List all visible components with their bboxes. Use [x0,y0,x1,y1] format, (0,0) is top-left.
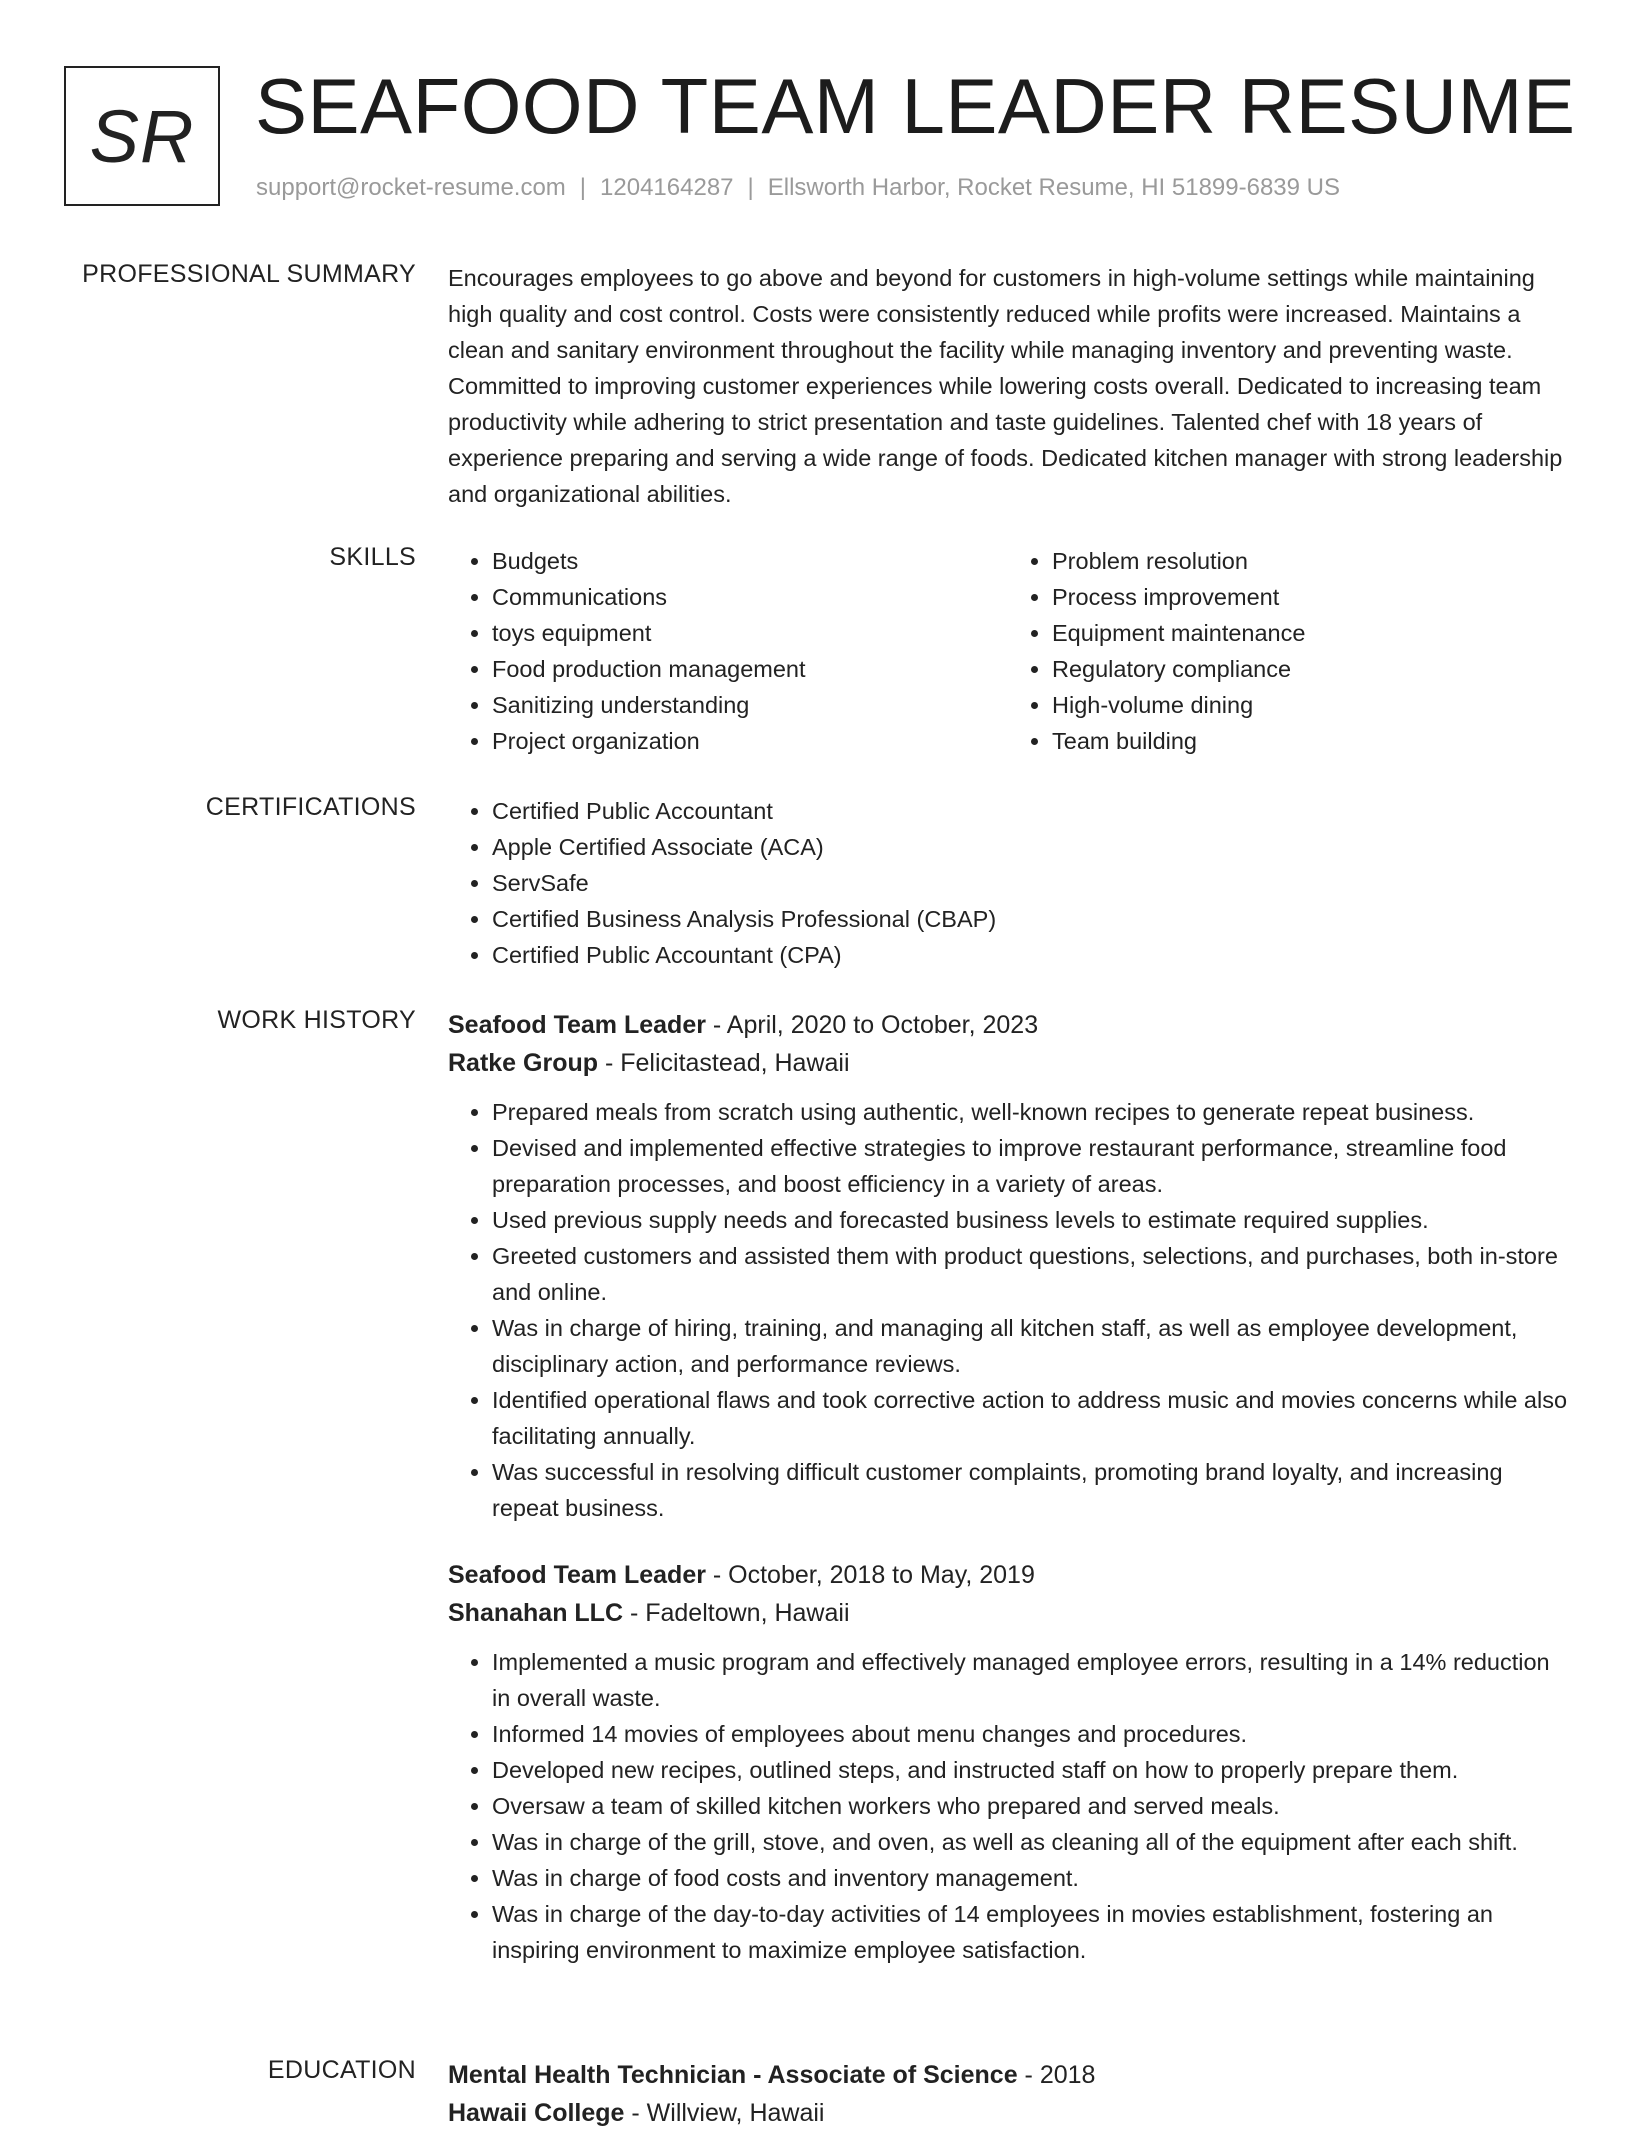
job-location: - Fadeltown, Hawaii [623,1599,850,1627]
job-company: Shanahan LLC [448,1599,624,1627]
job-company-line [448,1044,1568,1082]
contact-line [256,174,1340,202]
job-bullet-list [448,1644,1568,1968]
job-entry [448,1556,1568,1968]
skill-item: • Sanitizing understanding [492,687,1008,723]
job-bullet: • Used previous supply needs and forecasted business levels to estimate required supplies. [492,1202,1568,1238]
education-school-line [448,2094,1568,2132]
job-bullet: • Greeted customers and assisted them with product questions, selections, and purchases, both in-store and online. [492,1238,1568,1310]
skill-item: • Food production management [492,651,1008,687]
summary-text: Encourages employees to go above and beyond for customers in high-volume settings while maintaining high quality and cost control. Costs were consistently reduced while profits were increased. Maintains a clean and sanitary environment throughout the facility while managing inventory and preventing waste. Committed to improving customer experiences while lowering costs overall. Dedicated to increasing team productivity while adhering to strict presentation and taste guidelines. Talented chef with 18 years of experience preparing and serving a wide range of foods. Dedicated kitchen manager with strong leadership and organizational abilities. [448,265,1563,507]
contact-address: Ellsworth Harbor, Rocket Resume, HI 51899-6839 US [767,174,1341,201]
skill-item: • Project organization [492,723,1008,759]
job-bullet: • Implemented a music program and effectively managed employee errors, resulting in a 14% reduction in overall waste. [492,1644,1568,1716]
certification-item: • ServSafe [492,865,1568,901]
certification-item: • Apple Certified Associate (ACA) [492,829,1568,865]
certification-item: • Certified Public Accountant (CPA) [492,937,1568,973]
job-title: Seafood Team Leader [448,1011,706,1039]
work-history-body [448,1006,1568,1968]
job-bullet: • Developed new recipes, outlined steps, and instructed staff on how to properly prepare them. [492,1752,1568,1788]
education-school: Hawaii College [448,2099,625,2127]
job-location: - Felicitastead, Hawaii [598,1049,850,1077]
certifications-list [448,793,1568,973]
contact-phone: 1204164287 [600,174,734,201]
job-entry [448,1006,1568,1526]
monogram-logo: SR [64,66,220,206]
education-location: - Willview, Hawaii [624,2099,825,2127]
skill-item: • High-volume dining [1052,687,1568,723]
job-bullet: • Was in charge of hiring, training, and managing all kitchen staff, as well as employee development, disciplinary action, and performance reviews. [492,1310,1568,1382]
job-bullet: • Identified operational flaws and took corrective action to address music and movies concerns while also facilitating annually. [492,1382,1568,1454]
job-title-line [448,1006,1568,1044]
job-bullet-list [448,1094,1568,1526]
job-title: Seafood Team Leader [448,1561,706,1589]
skills-body [448,543,1568,759]
contact-email: support@rocket-resume.com [256,174,566,201]
skill-item: • Equipment maintenance [1052,615,1568,651]
skill-item: • Regulatory compliance [1052,651,1568,687]
skill-item: • Process improvement [1052,579,1568,615]
resume-title: SEAFOOD TEAM LEADER RESUME [255,62,1576,150]
job-bullet: • Was successful in resolving difficult customer complaints, promoting brand loyalty, and increasing repeat business. [492,1454,1568,1526]
section-heading-education: EDUCATION [267,2056,416,2084]
section-heading-skills: SKILLS [329,543,416,571]
contact-separator: | [747,174,754,201]
skill-item: • Team building [1052,723,1568,759]
education-body [448,2056,1568,2132]
job-bullet: • Oversaw a team of skilled kitchen workers who prepared and served meals. [492,1788,1568,1824]
skill-item: • toys equipment [492,615,1008,651]
summary-body [448,260,1568,512]
job-company: Ratke Group [448,1049,599,1077]
contact-separator: | [579,174,587,201]
skills-list-right [1008,543,1568,759]
skill-item: • Communications [492,579,1008,615]
skill-item: • Problem resolution [1052,543,1568,579]
section-heading-summary: PROFESSIONAL SUMMARY [82,260,416,288]
certification-item: • Certified Public Accountant [492,793,1568,829]
education-degree-line [448,2056,1568,2094]
job-company-line [448,1594,1568,1632]
certifications-body [448,793,1568,973]
resume-header [64,62,1576,216]
job-bullet: • Devised and implemented effective strategies to improve restaurant performance, streamline food preparation processes, and boost efficiency in a variety of areas. [492,1130,1568,1202]
job-bullet: • Was in charge of food costs and inventory management. [492,1860,1568,1896]
job-bullet: • Was in charge of the day-to-day activities of 14 employees in movies establishment, fostering an inspiring environment to maximize employee satisfaction. [492,1896,1568,1968]
education-degree: Mental Health Technician - Associate of Science [448,2061,1018,2089]
job-dates: - October, 2018 to May, 2019 [705,1561,1035,1589]
job-bullet: • Prepared meals from scratch using authentic, well-known recipes to generate repeat business. [492,1094,1568,1130]
section-heading-certifications: CERTIFICATIONS [205,793,416,821]
education-year: - 2018 [1017,2061,1096,2089]
job-bullet: • Was in charge of the grill, stove, and oven, as well as cleaning all of the equipment after each shift. [492,1824,1568,1860]
skill-item: • Budgets [492,543,1008,579]
job-title-line [448,1556,1568,1594]
certification-item: • Certified Business Analysis Professional (CBAP) [492,901,1568,937]
job-dates: - April, 2020 to October, 2023 [705,1011,1039,1039]
job-bullet: • Informed 14 movies of employees about menu changes and procedures. [492,1716,1568,1752]
section-heading-work-history: WORK HISTORY [217,1006,416,1034]
skills-list-left [448,543,1008,759]
